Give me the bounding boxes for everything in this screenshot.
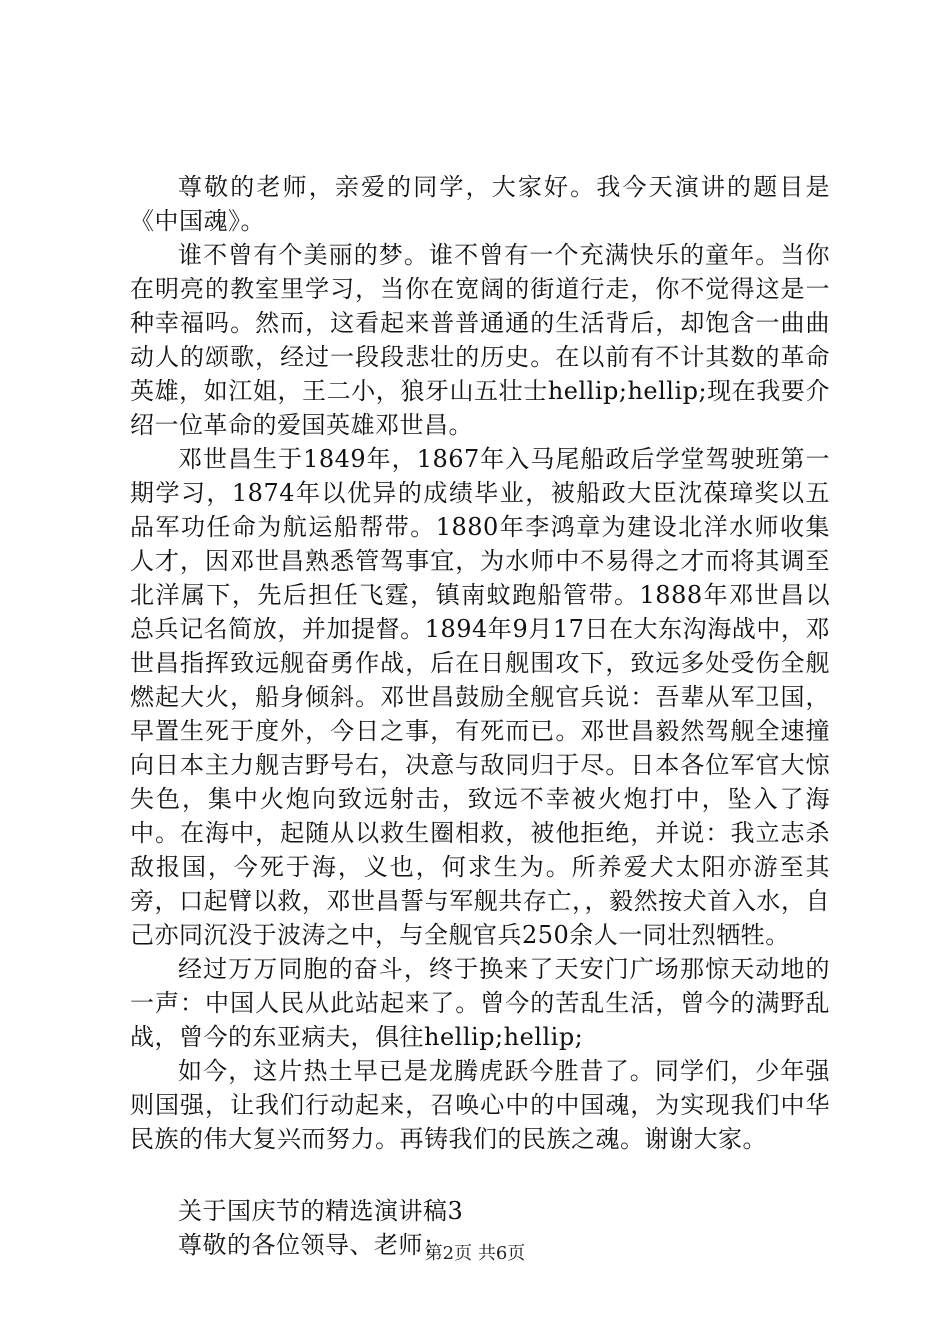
page-footer: 第2页 共6页 <box>424 1243 526 1264</box>
paragraph-closing: 如今，这片热土早已是龙腾虎跃今胜昔了。同学们，少年强则国强，让我们行动起来，召唤心中的中国魂，为实现我们中华民族的伟大复兴而努力。再铸我们的民族之魂。谢谢大家。 <box>130 1057 830 1153</box>
section-title: 关于国庆节的精选演讲稿3 <box>178 1197 464 1225</box>
paragraph-opening: 尊敬的老师，亲爱的同学，大家好。我今天演讲的题目是《中国魂》。 <box>130 173 830 235</box>
paragraph-dream: 谁不曾有个美丽的梦。谁不曾有一个充满快乐的童年。当你在明亮的教室里学习，当你在宽阔的街道行走，你不觉得这是一种幸福吗。然而，这看起来普普通通的生活背后，却饱含一曲曲动人的颂歌，经过一段段悲壮的历史。在以前有不计其数的革命英雄，如江姐，王二小，狼牙山五壮士hellip;hellip;现在我要介绍一位革命的爱国英雄邓世昌。 <box>130 241 830 439</box>
paragraph-struggle: 经过万万同胞的奋斗，终于换来了天安门广场那惊天动地的一声：中国人民从此站起来了。曾今的苦乱生活，曾今的满野乱战，曾今的东亚病夫，俱往hellip;hellip; <box>130 955 830 1051</box>
paragraph-deng-shichang: 邓世昌生于1849年，1867年入马尾船政后学堂驾驶班第一期学习，1874年以优异的成绩毕业，被船政大臣沈葆璋奖以五品军功任命为航运船帮带。1880年李鸿章为建设北洋水师收集人才，因邓世昌熟悉管驾事宜，为水师中不易得之才而将其调至北洋属下，先后担任飞霆，镇南蚊跑船管带。1888年邓世昌以总兵记名简放，并加提督。1894年9月17日在大东沟海战中，邓世昌指挥致远舰奋勇作战，后在日舰围攻下，致远多处受伤全舰燃起大火，船身倾斜。邓世昌鼓励全舰官兵说：吾辈从军卫国，早置生死于度外，今日之事，有死而已。邓世昌毅然驾舰全速撞向日本主力舰吉野号右，决意与敌同归于尽。日本各位军官大惊失色，集中火炮向致远射击，致远不幸被火炮打中，坠入了海中。在海中，起随从以救生圈相救，被他拒绝，并说：我立志杀敌报国，今死于海，义也，何求生为。所养爱犬太阳亦游至其旁，口起臂以救，邓世昌誓与军舰共存亡，，毅然按犬首入水，自己亦同沉没于波涛之中，与全舰官兵250余人一同壮烈牺牲。 <box>130 445 830 949</box>
section-gap <box>130 1156 830 1194</box>
speech-body <box>130 170 830 1262</box>
salutation: 尊敬的各位领导、老师： <box>178 1231 448 1259</box>
